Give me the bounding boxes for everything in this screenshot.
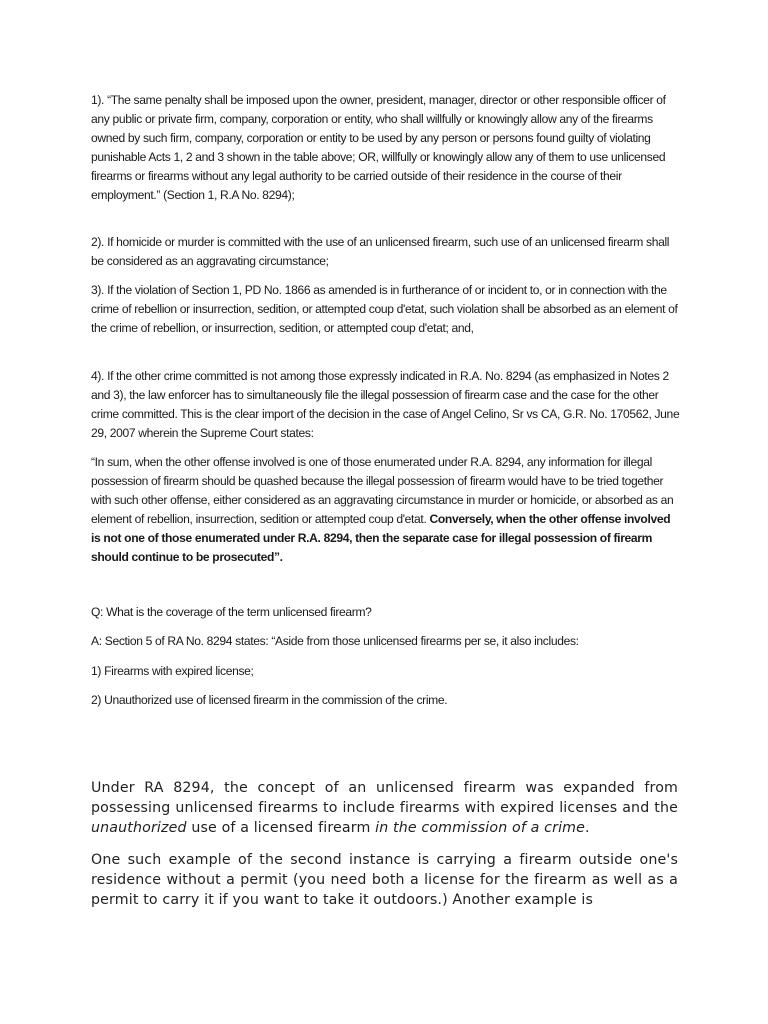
commentary-paragraph-2: One such example of the second instance is carrying a firearm outside one's residence without a permit (you need both a license for the firearm as well as a permit to carry it if you want to take it outdoors.) Another example is [91, 852, 678, 908]
answer-item-2: 2) Unauthorized use of licensed firearm in the commission of the crime. [91, 693, 448, 707]
paragraph-3: 3). If the violation of Section 1, PD No. 1866 as amended is in furtherance of or incident to, or in connection with the crime of rebellion or insurrection, sedition, or attempted coup d'etat, such violation shall be absorbed as an element of the crime of rebellion, or insurrection, sedition, or attempted coup d'etat; and, [91, 283, 678, 335]
quote-text: “In sum, when the other offense involved is one of those enumerated under R.A. 8294, any information for illegal possession of firearm should be quashed because the illegal possession of firearm would have to be tried together with such other offense, either considered as an aggravating circumstance in murder or homicide, or absorbed as an element of rebellion, insurrection, sedition or attempted coup d'etat. [91, 455, 674, 526]
commentary-text-a: Under RA 8294, the concept of an unlicensed firearm was expanded from possessing unlicensed firearms to include firearms with expired licenses and the [91, 780, 678, 816]
paragraph-4: 4). If the other crime committed is not among those expressly indicated in R.A. No. 8294 (as emphasized in Notes 2 and 3), the law enforcer has to simultaneously file the illegal possession of firearm case and the case for the other crime committed. This is the clear import of the decision in the case of Angel Celino, Sr vs CA, G.R. No. 170562, June 29, 2007 wherein the Supreme Court states: [91, 369, 680, 440]
quote-emphasis: Conversely, when the other offense involved is not one of those enumerated under R.A. 8294, then the separate case for illegal possession of firearm should continue to be prosecuted”. [91, 512, 671, 564]
paragraph-2: 2). If homicide or murder is committed with the use of an unlicensed firearm, such use of an unlicensed firearm shall be considered as an aggravating circumstance; [91, 235, 670, 268]
commentary-text-b: use of a licensed firearm [191, 820, 371, 836]
paragraph-1: 1). “The same penalty shall be imposed upon the owner, president, manager, director or other responsible officer of any public or private firm, company, corporation or entity, who shall willfully or knowingly allow any of the firearms owned by such firm, company, corporation or entity to be used by any person or persons found guilty of violating punishable Acts 1, 2 and 3 shown in the table above; OR, willfully or knowingly allow any of them to use unlicensed firearms or firearms without any legal authority to be carried outside of their residence in the course of their employment.” (Section 1, R.A No. 8294); [91, 93, 666, 202]
question: Q: What is the coverage of the term unlicensed firearm? [91, 605, 372, 619]
answer-item-1: 1) Firearms with expired license; [91, 664, 254, 678]
commentary-paragraph-1 [91, 778, 678, 838]
supreme-court-quote [91, 453, 681, 567]
commentary-emphasis-2: in the commission of a crime [375, 820, 586, 836]
commentary-period: . [585, 820, 590, 836]
answer: A: Section 5 of RA No. 8294 states: “Aside from those unlicensed firearms per se, it also includes: [91, 634, 579, 648]
commentary-emphasis-1: unauthorized [91, 820, 187, 836]
